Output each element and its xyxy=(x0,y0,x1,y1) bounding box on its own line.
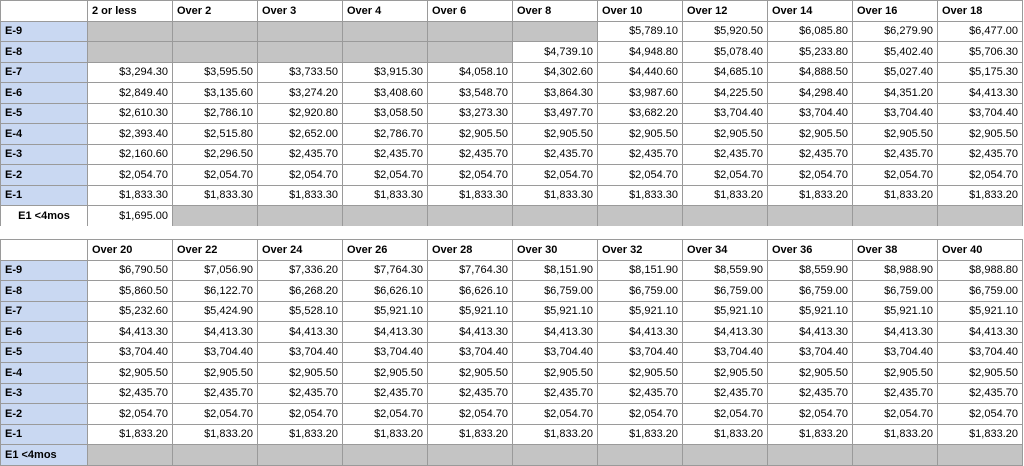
table-cell[interactable]: $2,393.40 xyxy=(88,124,173,145)
table-cell[interactable] xyxy=(513,206,598,227)
table-cell[interactable]: $2,054.70 xyxy=(598,404,683,425)
table-cell[interactable]: $5,860.50 xyxy=(88,281,173,302)
table-cell[interactable] xyxy=(88,21,173,42)
table-cell[interactable]: $2,905.50 xyxy=(258,363,343,384)
table-cell[interactable]: $2,435.70 xyxy=(768,383,853,404)
table-cell[interactable]: $5,175.30 xyxy=(938,62,1023,83)
table-row xyxy=(1,281,1023,302)
table-cell[interactable]: $2,435.70 xyxy=(513,144,598,165)
row-label[interactable]: E-8 xyxy=(1,42,88,63)
table-row xyxy=(1,260,1023,281)
table-cell[interactable]: $6,268.20 xyxy=(258,281,343,302)
table-row xyxy=(1,404,1023,425)
spacer-row xyxy=(0,226,1024,239)
table-cell[interactable] xyxy=(88,42,173,63)
table-cell[interactable] xyxy=(173,21,258,42)
table-cell[interactable]: $2,905.50 xyxy=(428,363,513,384)
table-cell[interactable]: $2,435.70 xyxy=(258,144,343,165)
table-cell[interactable]: $3,704.40 xyxy=(853,103,938,124)
corner-cell[interactable] xyxy=(1,1,88,22)
table-cell[interactable]: $3,915.30 xyxy=(343,62,428,83)
table-cell[interactable]: $5,921.10 xyxy=(513,301,598,322)
table-cell[interactable]: $4,739.10 xyxy=(513,42,598,63)
table-cell[interactable]: $6,626.10 xyxy=(428,281,513,302)
table-cell[interactable]: $4,413.30 xyxy=(683,322,768,343)
table-cell[interactable]: $2,054.70 xyxy=(683,165,768,186)
table-cell[interactable]: $2,905.50 xyxy=(683,363,768,384)
table-cell[interactable]: $2,905.50 xyxy=(683,124,768,145)
table-cell[interactable]: $2,905.50 xyxy=(88,363,173,384)
table-cell[interactable]: $2,054.70 xyxy=(343,404,428,425)
table-cell[interactable]: $4,685.10 xyxy=(683,62,768,83)
column-header[interactable]: Over 2 xyxy=(173,1,258,22)
column-header[interactable]: Over 32 xyxy=(598,240,683,261)
table-cell[interactable]: $2,435.70 xyxy=(88,383,173,404)
table-cell[interactable]: $6,477.00 xyxy=(938,21,1023,42)
table-cell[interactable]: $5,078.40 xyxy=(683,42,768,63)
table-cell[interactable]: $5,920.50 xyxy=(683,21,768,42)
table-cell[interactable]: $2,054.70 xyxy=(173,165,258,186)
table-cell[interactable] xyxy=(853,206,938,227)
column-header[interactable]: Over 6 xyxy=(428,1,513,22)
table-cell[interactable]: $3,704.40 xyxy=(683,103,768,124)
table-cell[interactable]: $2,054.70 xyxy=(173,404,258,425)
table-cell[interactable]: $2,905.50 xyxy=(853,363,938,384)
table-cell[interactable] xyxy=(258,21,343,42)
table-cell[interactable]: $2,435.70 xyxy=(343,383,428,404)
table-cell[interactable]: $8,559.90 xyxy=(683,260,768,281)
table-cell[interactable]: $2,054.70 xyxy=(88,404,173,425)
table-cell[interactable]: $3,274.20 xyxy=(258,83,343,104)
table-cell[interactable]: $6,759.00 xyxy=(683,281,768,302)
table-cell[interactable] xyxy=(343,445,428,466)
table-cell[interactable]: $1,833.20 xyxy=(173,424,258,445)
table-cell[interactable]: $7,056.90 xyxy=(173,260,258,281)
table-cell[interactable]: $2,054.70 xyxy=(258,165,343,186)
table-cell[interactable]: $6,759.00 xyxy=(513,281,598,302)
table-row xyxy=(1,103,1023,124)
column-header[interactable]: Over 4 xyxy=(343,1,428,22)
table-cell[interactable]: $2,652.00 xyxy=(258,124,343,145)
table-cell[interactable]: $2,296.50 xyxy=(173,144,258,165)
table-cell[interactable]: $2,054.70 xyxy=(513,165,598,186)
table-cell[interactable]: $2,054.70 xyxy=(88,165,173,186)
table-cell[interactable]: $1,833.20 xyxy=(768,185,853,206)
column-header[interactable]: Over 16 xyxy=(853,1,938,22)
table-cell[interactable] xyxy=(428,42,513,63)
table-cell[interactable]: $4,413.30 xyxy=(853,322,938,343)
table-cell[interactable]: $5,789.10 xyxy=(598,21,683,42)
table-cell[interactable]: $5,921.10 xyxy=(683,301,768,322)
table-row xyxy=(1,383,1023,404)
table-cell[interactable]: $4,888.50 xyxy=(768,62,853,83)
table-cell[interactable]: $6,759.00 xyxy=(598,281,683,302)
table-cell[interactable]: $1,833.20 xyxy=(513,424,598,445)
table-cell[interactable]: $6,085.80 xyxy=(768,21,853,42)
row-label[interactable]: E-8 xyxy=(1,281,88,302)
table-cell[interactable]: $7,336.20 xyxy=(258,260,343,281)
table-cell[interactable]: $2,435.70 xyxy=(428,383,513,404)
table-cell[interactable]: $2,905.50 xyxy=(513,363,598,384)
table-cell[interactable]: $4,413.30 xyxy=(938,322,1023,343)
table-cell[interactable]: $3,682.20 xyxy=(598,103,683,124)
table-cell[interactable]: $3,704.40 xyxy=(343,342,428,363)
table-cell[interactable] xyxy=(598,445,683,466)
header-row xyxy=(1,1,1023,22)
table-cell[interactable]: $2,435.70 xyxy=(598,144,683,165)
column-header[interactable]: Over 24 xyxy=(258,240,343,261)
table-cell[interactable] xyxy=(853,445,938,466)
table-cell[interactable]: $4,302.60 xyxy=(513,62,598,83)
table-cell[interactable]: $4,413.30 xyxy=(598,322,683,343)
column-header[interactable]: Over 34 xyxy=(683,240,768,261)
table-cell[interactable] xyxy=(173,206,258,227)
table-row xyxy=(1,445,1023,466)
table-cell[interactable]: $2,054.70 xyxy=(683,404,768,425)
column-header[interactable]: Over 12 xyxy=(683,1,768,22)
table-cell[interactable] xyxy=(768,206,853,227)
table-cell[interactable]: $2,435.70 xyxy=(853,383,938,404)
table-cell[interactable]: $2,054.70 xyxy=(938,165,1023,186)
table-row xyxy=(1,144,1023,165)
table-cell[interactable]: $6,279.90 xyxy=(853,21,938,42)
table-cell[interactable]: $2,905.50 xyxy=(173,363,258,384)
table-cell[interactable]: $2,435.70 xyxy=(173,383,258,404)
row-label[interactable]: E-9 xyxy=(1,21,88,42)
table-cell[interactable]: $2,435.70 xyxy=(683,383,768,404)
table-cell[interactable]: $8,559.90 xyxy=(768,260,853,281)
row-label[interactable]: E-2 xyxy=(1,404,88,425)
column-header[interactable]: 2 or less xyxy=(88,1,173,22)
table-cell[interactable]: $2,054.70 xyxy=(428,404,513,425)
table-cell[interactable]: $2,849.40 xyxy=(88,83,173,104)
table-cell[interactable]: $1,833.30 xyxy=(428,185,513,206)
table-cell[interactable]: $4,413.30 xyxy=(768,322,853,343)
table-cell[interactable] xyxy=(768,445,853,466)
table-cell[interactable]: $2,054.70 xyxy=(938,404,1023,425)
table-cell[interactable]: $3,704.40 xyxy=(173,342,258,363)
table-cell[interactable]: $2,435.70 xyxy=(513,383,598,404)
table-cell[interactable] xyxy=(343,42,428,63)
table-cell[interactable]: $3,497.70 xyxy=(513,103,598,124)
row-label[interactable]: E-7 xyxy=(1,62,88,83)
row-label[interactable]: E-4 xyxy=(1,363,88,384)
table-cell[interactable]: $2,905.50 xyxy=(768,124,853,145)
table-cell[interactable]: $2,054.70 xyxy=(598,165,683,186)
table-row xyxy=(1,83,1023,104)
table-cell[interactable]: $3,704.40 xyxy=(513,342,598,363)
column-header[interactable]: Over 14 xyxy=(768,1,853,22)
table-cell[interactable]: $2,435.70 xyxy=(768,144,853,165)
table-cell[interactable]: $4,413.30 xyxy=(513,322,598,343)
table-cell[interactable]: $2,435.70 xyxy=(853,144,938,165)
table-cell[interactable]: $6,759.00 xyxy=(853,281,938,302)
table-cell[interactable]: $1,833.20 xyxy=(938,185,1023,206)
table-cell[interactable]: $1,833.20 xyxy=(683,424,768,445)
table-row xyxy=(1,424,1023,445)
table-row xyxy=(1,322,1023,343)
table-cell[interactable]: $2,905.50 xyxy=(938,363,1023,384)
table-cell[interactable]: $1,833.20 xyxy=(428,424,513,445)
table-cell[interactable]: $3,704.40 xyxy=(853,342,938,363)
table-cell[interactable]: $2,905.50 xyxy=(428,124,513,145)
table-cell[interactable] xyxy=(513,21,598,42)
table-cell[interactable]: $5,233.80 xyxy=(768,42,853,63)
table-row xyxy=(1,342,1023,363)
table-cell[interactable]: $2,515.80 xyxy=(173,124,258,145)
corner-cell[interactable] xyxy=(1,240,88,261)
table-cell[interactable]: $1,833.20 xyxy=(853,424,938,445)
table-cell[interactable] xyxy=(683,445,768,466)
table-cell[interactable]: $4,413.30 xyxy=(258,322,343,343)
table-cell[interactable]: $7,764.30 xyxy=(343,260,428,281)
table-cell[interactable]: $2,435.70 xyxy=(938,383,1023,404)
row-label[interactable]: E1 <4mos xyxy=(1,206,88,227)
table-cell[interactable]: $6,759.00 xyxy=(938,281,1023,302)
table-cell[interactable]: $1,833.20 xyxy=(598,424,683,445)
row-label[interactable]: E-5 xyxy=(1,103,88,124)
table-cell[interactable]: $4,948.80 xyxy=(598,42,683,63)
table-cell[interactable]: $5,921.10 xyxy=(768,301,853,322)
table-cell[interactable]: $5,921.10 xyxy=(598,301,683,322)
table-cell[interactable]: $6,122.70 xyxy=(173,281,258,302)
table-cell[interactable]: $8,151.90 xyxy=(513,260,598,281)
row-label[interactable]: E-1 xyxy=(1,424,88,445)
table-cell[interactable]: $1,833.30 xyxy=(88,185,173,206)
table-cell[interactable] xyxy=(343,206,428,227)
row-label[interactable]: E-3 xyxy=(1,383,88,404)
table-cell[interactable]: $3,294.30 xyxy=(88,62,173,83)
row-label[interactable]: E-4 xyxy=(1,124,88,145)
table-cell[interactable] xyxy=(343,21,428,42)
table-cell[interactable]: $1,833.20 xyxy=(88,424,173,445)
column-header[interactable]: Over 8 xyxy=(513,1,598,22)
table-cell[interactable]: $1,695.00 xyxy=(88,206,173,227)
table-cell[interactable]: $2,905.50 xyxy=(343,363,428,384)
table-cell[interactable]: $3,595.50 xyxy=(173,62,258,83)
column-header[interactable]: Over 3 xyxy=(258,1,343,22)
table-cell[interactable]: $3,864.30 xyxy=(513,83,598,104)
row-label[interactable]: E-3 xyxy=(1,144,88,165)
table-row xyxy=(1,206,1023,227)
column-header[interactable]: Over 18 xyxy=(938,1,1023,22)
table-cell[interactable]: $3,704.40 xyxy=(88,342,173,363)
table-cell[interactable]: $6,790.50 xyxy=(88,260,173,281)
table-cell[interactable] xyxy=(88,445,173,466)
table-cell[interactable]: $2,435.70 xyxy=(598,383,683,404)
table-cell[interactable]: $5,528.10 xyxy=(258,301,343,322)
table-cell[interactable]: $1,833.30 xyxy=(598,185,683,206)
table-cell[interactable]: $3,704.40 xyxy=(768,103,853,124)
table-cell[interactable]: $1,833.30 xyxy=(173,185,258,206)
table-cell[interactable]: $2,054.70 xyxy=(513,404,598,425)
table-cell[interactable]: $4,413.30 xyxy=(428,322,513,343)
row-label[interactable]: E-7 xyxy=(1,301,88,322)
table-cell[interactable]: $5,921.10 xyxy=(853,301,938,322)
table-cell[interactable]: $1,833.20 xyxy=(683,185,768,206)
table-cell[interactable]: $3,704.40 xyxy=(683,342,768,363)
table-cell[interactable] xyxy=(428,445,513,466)
table-cell[interactable]: $2,054.70 xyxy=(853,404,938,425)
table-cell[interactable] xyxy=(258,445,343,466)
table-row xyxy=(1,62,1023,83)
table-cell[interactable]: $1,833.20 xyxy=(768,424,853,445)
table-cell[interactable] xyxy=(938,206,1023,227)
row-label[interactable]: E1 <4mos xyxy=(1,445,88,466)
table-cell[interactable]: $2,054.70 xyxy=(428,165,513,186)
table-cell[interactable]: $3,408.60 xyxy=(343,83,428,104)
table-cell[interactable]: $2,435.70 xyxy=(683,144,768,165)
table-row xyxy=(1,363,1023,384)
table-cell[interactable]: $5,232.60 xyxy=(88,301,173,322)
table-cell[interactable]: $3,704.40 xyxy=(768,342,853,363)
table-cell[interactable]: $2,610.30 xyxy=(88,103,173,124)
table-row xyxy=(1,21,1023,42)
table-cell[interactable]: $4,058.10 xyxy=(428,62,513,83)
table-cell[interactable] xyxy=(173,42,258,63)
table-cell[interactable]: $5,921.10 xyxy=(343,301,428,322)
table-cell[interactable] xyxy=(428,206,513,227)
table-cell[interactable]: $1,833.30 xyxy=(343,185,428,206)
row-label[interactable]: E-5 xyxy=(1,342,88,363)
table-cell[interactable]: $2,435.70 xyxy=(343,144,428,165)
row-label[interactable]: E-1 xyxy=(1,185,88,206)
table-cell[interactable]: $1,833.20 xyxy=(938,424,1023,445)
column-header[interactable]: Over 30 xyxy=(513,240,598,261)
table-cell[interactable]: $3,704.40 xyxy=(938,342,1023,363)
table-cell[interactable] xyxy=(938,445,1023,466)
table-cell[interactable] xyxy=(258,42,343,63)
table-row xyxy=(1,185,1023,206)
table-cell[interactable]: $5,921.10 xyxy=(428,301,513,322)
table-cell[interactable]: $3,704.40 xyxy=(428,342,513,363)
table-cell[interactable]: $4,440.60 xyxy=(598,62,683,83)
table-cell[interactable]: $5,921.10 xyxy=(938,301,1023,322)
table-cell[interactable]: $5,424.90 xyxy=(173,301,258,322)
table-cell[interactable]: $2,786.70 xyxy=(343,124,428,145)
table-cell[interactable]: $8,151.90 xyxy=(598,260,683,281)
table-cell[interactable]: $2,054.70 xyxy=(343,165,428,186)
column-header[interactable]: Over 36 xyxy=(768,240,853,261)
table-cell[interactable]: $2,054.70 xyxy=(258,404,343,425)
table-cell[interactable]: $5,027.40 xyxy=(853,62,938,83)
table-cell[interactable]: $1,833.30 xyxy=(513,185,598,206)
table-cell[interactable]: $4,298.40 xyxy=(768,83,853,104)
table-cell[interactable] xyxy=(173,445,258,466)
table-cell[interactable]: $6,759.00 xyxy=(768,281,853,302)
column-header[interactable]: Over 10 xyxy=(598,1,683,22)
table-cell[interactable]: $7,764.30 xyxy=(428,260,513,281)
table-cell[interactable]: $3,135.60 xyxy=(173,83,258,104)
table-cell[interactable] xyxy=(428,21,513,42)
table-cell[interactable]: $3,704.40 xyxy=(258,342,343,363)
table-cell[interactable]: $3,273.30 xyxy=(428,103,513,124)
pay-table-top xyxy=(0,0,1023,227)
table-cell[interactable]: $8,988.80 xyxy=(938,260,1023,281)
table-cell[interactable]: $8,988.90 xyxy=(853,260,938,281)
table-cell[interactable]: $3,548.70 xyxy=(428,83,513,104)
column-header[interactable]: Over 20 xyxy=(88,240,173,261)
table-cell[interactable]: $4,351.20 xyxy=(853,83,938,104)
table-cell[interactable]: $2,786.10 xyxy=(173,103,258,124)
table-cell[interactable]: $2,920.80 xyxy=(258,103,343,124)
row-label[interactable]: E-6 xyxy=(1,83,88,104)
table-cell[interactable]: $3,058.50 xyxy=(343,103,428,124)
table-cell[interactable]: $6,626.10 xyxy=(343,281,428,302)
table-cell[interactable]: $2,905.50 xyxy=(938,124,1023,145)
table-row xyxy=(1,124,1023,145)
table-cell[interactable]: $1,833.20 xyxy=(258,424,343,445)
table-cell[interactable]: $2,905.50 xyxy=(598,124,683,145)
table-cell[interactable]: $3,704.40 xyxy=(598,342,683,363)
row-label[interactable]: E-6 xyxy=(1,322,88,343)
table-cell[interactable]: $3,987.60 xyxy=(598,83,683,104)
table-cell[interactable]: $5,402.40 xyxy=(853,42,938,63)
table-cell[interactable]: $4,225.50 xyxy=(683,83,768,104)
table-row xyxy=(1,301,1023,322)
table-cell[interactable]: $2,054.70 xyxy=(853,165,938,186)
table-cell[interactable]: $2,905.50 xyxy=(598,363,683,384)
row-label[interactable]: E-9 xyxy=(1,260,88,281)
table-cell[interactable]: $2,160.60 xyxy=(88,144,173,165)
table-cell[interactable]: $2,435.70 xyxy=(938,144,1023,165)
column-header[interactable]: Over 40 xyxy=(938,240,1023,261)
header-row xyxy=(1,240,1023,261)
table-cell[interactable]: $2,435.70 xyxy=(258,383,343,404)
table-cell[interactable]: $2,054.70 xyxy=(768,404,853,425)
table-cell[interactable] xyxy=(258,206,343,227)
table-cell[interactable] xyxy=(598,206,683,227)
table-cell[interactable]: $4,413.30 xyxy=(938,83,1023,104)
table-row xyxy=(1,165,1023,186)
column-header[interactable]: Over 28 xyxy=(428,240,513,261)
table-cell[interactable]: $5,706.30 xyxy=(938,42,1023,63)
table-cell[interactable] xyxy=(513,445,598,466)
column-header[interactable]: Over 22 xyxy=(173,240,258,261)
table-cell[interactable]: $1,833.20 xyxy=(343,424,428,445)
pay-table-bottom xyxy=(0,239,1023,466)
table-cell[interactable]: $4,413.30 xyxy=(343,322,428,343)
column-header[interactable]: Over 38 xyxy=(853,240,938,261)
table-cell[interactable]: $1,833.30 xyxy=(258,185,343,206)
table-cell[interactable]: $2,905.50 xyxy=(513,124,598,145)
table-cell[interactable] xyxy=(683,206,768,227)
table-cell[interactable]: $2,054.70 xyxy=(768,165,853,186)
table-cell[interactable]: $3,733.50 xyxy=(258,62,343,83)
table-cell[interactable]: $4,413.30 xyxy=(88,322,173,343)
column-header[interactable]: Over 26 xyxy=(343,240,428,261)
table-cell[interactable]: $2,905.50 xyxy=(768,363,853,384)
table-row xyxy=(1,42,1023,63)
table-cell[interactable]: $2,435.70 xyxy=(428,144,513,165)
row-label[interactable]: E-2 xyxy=(1,165,88,186)
table-cell[interactable]: $3,704.40 xyxy=(938,103,1023,124)
table-cell[interactable]: $4,413.30 xyxy=(173,322,258,343)
table-cell[interactable]: $1,833.20 xyxy=(853,185,938,206)
table-cell[interactable]: $2,905.50 xyxy=(853,124,938,145)
